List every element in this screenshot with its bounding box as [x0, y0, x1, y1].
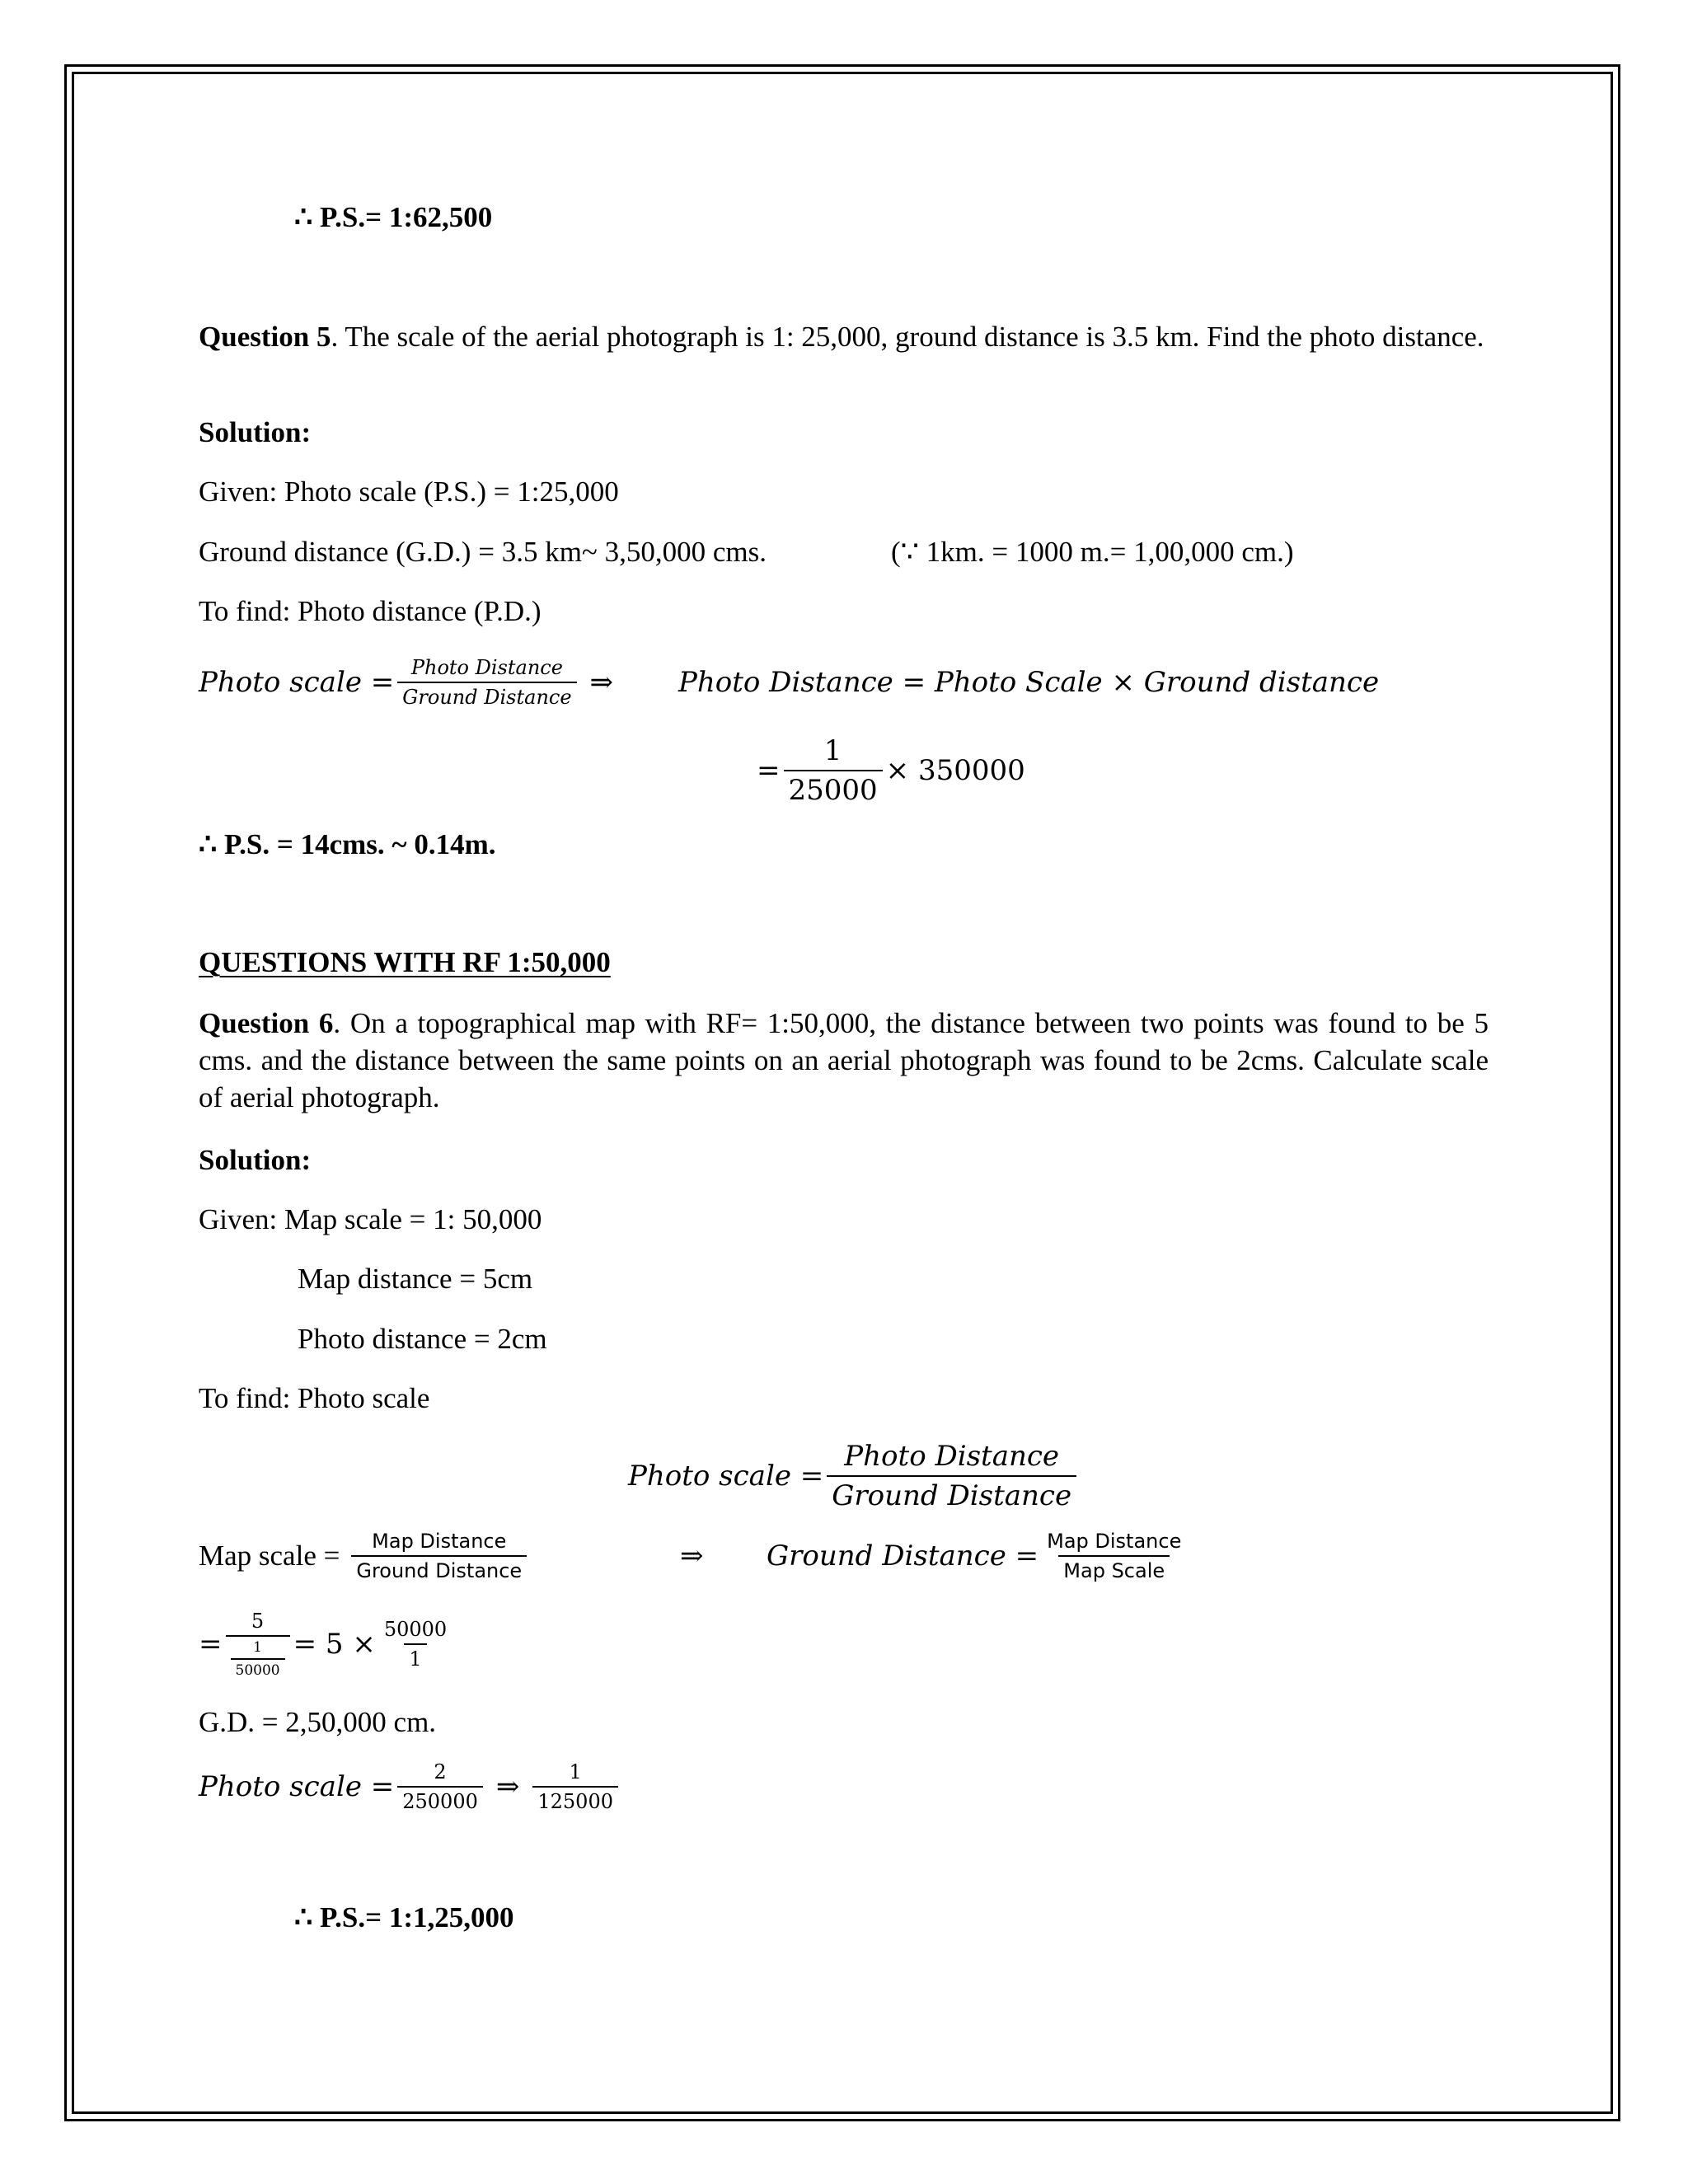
q6-ps-denominator: Ground Distance — [827, 1475, 1076, 1512]
q6-calc-fraction — [226, 1610, 290, 1679]
q5-answer: ∴ P.S. = 14cms. ~ 0.14m. — [199, 828, 496, 860]
q6-calc-numerator: 5 — [251, 1610, 265, 1633]
q5-formula — [199, 649, 623, 715]
q6-calc-inner-numerator: 1 — [253, 1639, 262, 1656]
q6-calc-denominator — [226, 1635, 290, 1679]
q5-formula-lhs: Photo scale = — [199, 666, 395, 699]
q6-calculation — [199, 1607, 455, 1681]
q6-ms-denominator: Ground Distance — [351, 1555, 527, 1582]
q6-photo-distance: Photo distance = 2cm — [298, 1323, 547, 1355]
q6-map-scale-formula — [199, 1523, 530, 1589]
q6-solution-heading: Solution: — [199, 1144, 312, 1176]
q5-ground-distance: Ground distance (G.D.) = 3.5 km~ 3,50,000 cms. — [199, 536, 767, 568]
q6-ps2-denominator-2: 125000 — [532, 1786, 618, 1813]
q6-calc-equals: = — [199, 1628, 223, 1661]
q5-calc-denominator: 25000 — [784, 770, 883, 807]
previous-answer: ∴ P.S.= 1:62,500 — [294, 201, 493, 233]
q5-calc-equals: = — [757, 754, 781, 787]
q5-solution-heading: Solution: — [199, 416, 312, 448]
question-6-label: Question 6 — [199, 1007, 334, 1039]
q6-gd-result: G.D. = 2,50,000 cm. — [199, 1706, 437, 1738]
q6-ps-numerator: Photo Distance — [844, 1440, 1060, 1473]
q6-photo-scale-formula — [628, 1431, 1080, 1521]
question-6 — [199, 1005, 1489, 1116]
q5-conversion-note: (∵ 1km. = 1000 m.= 1,00,000 cm.) — [891, 536, 1294, 568]
q5-calc-fraction — [784, 734, 883, 807]
q6-ps2-numerator: 2 — [434, 1760, 447, 1783]
q6-gd-lhs: Ground Distance = — [767, 1540, 1039, 1572]
q5-implies: ⇒ — [589, 666, 614, 699]
q6-ps2-lhs: Photo scale = — [199, 1770, 395, 1803]
q6-ms-lhs: Map scale = — [199, 1540, 340, 1572]
q6-gd-denominator: Map Scale — [1058, 1555, 1170, 1582]
q6-to-find: To find: Photo scale — [199, 1382, 430, 1414]
q5-formula-fraction — [397, 656, 576, 709]
question-5 — [199, 318, 1489, 355]
q6-map-distance: Map distance = 5cm — [298, 1263, 533, 1295]
q6-calc-numerator-2: 50000 — [383, 1618, 448, 1641]
q6-calc-denominator-2: 1 — [404, 1643, 426, 1671]
q6-calc-mid: = 5 × — [293, 1628, 376, 1661]
q5-formula-denominator: Ground Distance — [397, 682, 576, 709]
q6-calc-fraction-2 — [379, 1618, 452, 1671]
q6-ps2-numerator-2: 1 — [569, 1760, 582, 1783]
q6-ps-lhs: Photo scale = — [628, 1460, 824, 1493]
q6-answer: ∴ P.S.= 1:1,25,000 — [294, 1901, 514, 1933]
q5-formula-numerator: Photo Distance — [410, 656, 563, 679]
question-5-text: . The scale of the aerial photograph is 1: 25,000, ground distance is 3.5 km. Find the photo distance. — [331, 321, 1484, 353]
q6-given: Given: Map scale = 1: 50,000 — [199, 1203, 542, 1235]
q6-ms-numerator: Map Distance — [372, 1530, 507, 1553]
q6-photo-scale-calc — [199, 1754, 621, 1820]
q5-calculation — [757, 729, 1025, 812]
q6-ps-fraction — [827, 1440, 1076, 1512]
q6-gd-numerator: Map Distance — [1047, 1530, 1182, 1553]
q6-calc-inner-fraction — [231, 1639, 285, 1679]
q5-calc-rest: × 350000 — [885, 754, 1025, 787]
section-heading: QUESTIONS WITH RF 1:50,000 — [199, 946, 611, 978]
q6-ps2-implies: ⇒ — [495, 1770, 520, 1803]
q6-implies: ⇒ — [680, 1540, 704, 1572]
q5-formula-rhs: Photo Distance = Photo Scale × Ground distance — [678, 666, 1380, 699]
q5-calc-numerator: 1 — [823, 734, 842, 767]
q6-ps2-denominator: 250000 — [397, 1786, 483, 1813]
q6-ps2-fraction-2 — [532, 1760, 618, 1813]
q6-ps2-fraction — [397, 1760, 483, 1813]
q6-ground-distance-formula — [767, 1523, 1189, 1589]
q6-ms-fraction — [351, 1530, 527, 1582]
q6-calc-inner-denominator: 50000 — [231, 1658, 285, 1679]
q5-to-find: To find: Photo distance (P.D.) — [199, 595, 542, 627]
q6-gd-fraction — [1042, 1530, 1186, 1582]
question-5-label: Question 5 — [199, 321, 331, 353]
question-6-text: . On a topographical map with RF= 1:50,000, the distance between two points was found to be 5 cms. and the distance between the same points on an aerial photograph was found to be 2cms. Calculate scale of aerial photograph. — [199, 1007, 1489, 1113]
q5-given: Given: Photo scale (P.S.) = 1:25,000 — [199, 476, 619, 508]
